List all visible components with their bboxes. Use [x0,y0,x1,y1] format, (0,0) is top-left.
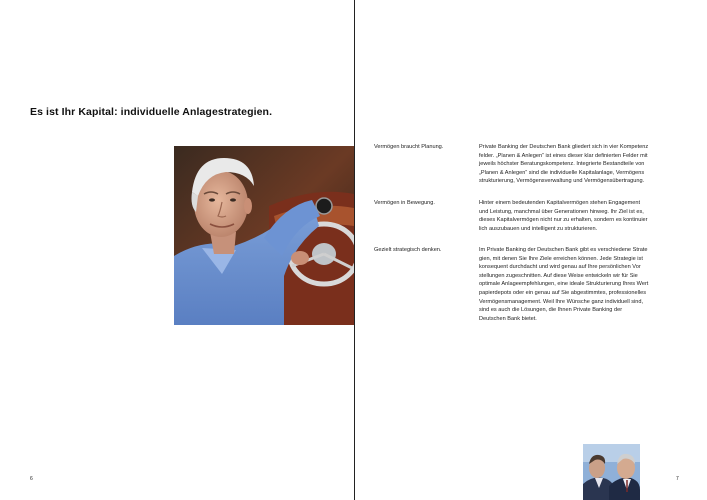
section-text-strategy [479,246,691,323]
text-line: jeweils höchster Beratungskompetenz. Integrierte Bestandteile von [479,161,645,168]
text-line: und Leistung, manchmal über Generationen hinweg. Ihr Ziel ist es, [479,208,644,215]
section-label-strategy: Gezielt strategisch denken. [374,247,442,253]
text-line: Deutschen Bank bietet. [479,315,537,322]
section-label-planning: Vermögen braucht Planung. [374,144,444,150]
text-line: sind es auch die Lösungen, die Ihnen Private Banking der [479,307,623,314]
page-number-right: 7 [676,476,679,482]
two-businessmen-photo [583,444,640,500]
text-line: „Planen & Anlegen“ sind die individuelle Kapitalanlage, Vermögens [479,169,645,176]
section-text-movement [479,199,691,233]
text-line: gien, mit denen Sie Ihre Ziele erreichen können. Jede Strategie ist [479,255,643,262]
text-line: Private Banking der Deutschen Bank gliedert sich in vier Kompetenz [479,144,649,150]
text-line: dieses Kapitalvermögen nicht nur zu erhalten, sondern es kontinuier [479,217,648,224]
text-line: Im Private Banking der Deutschen Bank gibt es verschiedene Strate [479,247,648,253]
page-headline: Es ist Ihr Kapital: individuelle Anlagestrategien. [30,106,273,118]
section-text-planning [479,143,691,186]
text-line: stellungen zugeschnitten. Auf diese Weise entwickeln wir für Sie [479,272,638,279]
text-line: Vermögensmanagement. Weil Ihre Wünsche ganz individuell sind, [479,298,644,305]
portrait-elderly-man-photo [174,146,354,325]
section-label-movement: Vermögen in Bewegung. [374,200,435,206]
text-line: lich auszubauen und intelligent zu strukturieren. [479,225,598,232]
page-gutter [354,0,355,500]
text-line: Hinter einem bedeutenden Kapitalvermögen stehen Engagement [479,200,641,206]
text-line: felder. „Planen & Anlegen“ ist eines dieser klar definierten Felder mit [479,152,648,159]
text-line: konsequent durchdacht und wird genau auf Ihre persönlichen Vor [479,264,641,271]
text-line: strukturierung, Vermögensverwaltung und Vermögensübertragung. [479,178,645,185]
text-line: optimale Anlageempfehlungen, eine ideale Strukturierung Ihres Wert [479,281,649,288]
page-number-left: 6 [30,476,33,482]
text-line: papierdepots oder ein genau auf Sie abgestimmtes, professionelles [479,289,646,296]
